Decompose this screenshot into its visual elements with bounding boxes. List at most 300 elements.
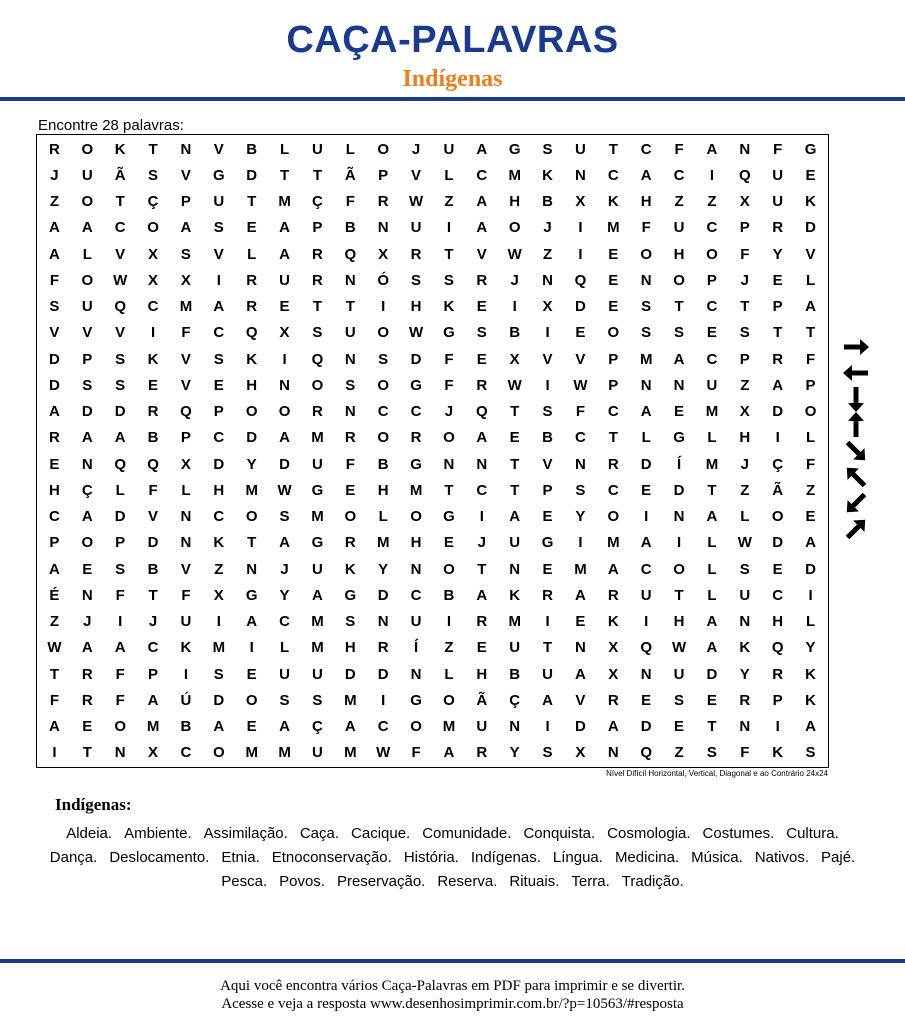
grid-letter: C [147,639,159,657]
word-list-title: Indígenas: [55,795,132,814]
grid-letter: D [213,691,225,709]
grid-letter: N [640,665,652,683]
grid-letter: S [575,481,586,499]
grid-letter: N [81,455,93,473]
grid-letter: K [509,586,521,604]
grid-letter: T [82,744,92,762]
grid-letter: T [674,586,684,604]
word-item: Música. [691,849,743,866]
grid-letter: Z [674,744,684,762]
grid-letter: A [279,429,290,447]
grid-letter: Z [444,639,454,657]
grid-letter: C [410,403,422,421]
grid-letter: S [49,298,60,316]
grid-letter: L [378,508,388,526]
grid-letter: P [180,193,191,211]
grid-letter: M [278,744,291,762]
grid-letter: C [279,613,290,631]
grid-letter: I [545,376,550,394]
grid-letter: M [212,639,226,657]
grid-letter: A [476,429,488,447]
grid-letter: L [247,245,257,263]
instruction-text: Encontre 28 palavras: [38,117,184,134]
grid-letter: A [213,718,225,736]
grid-letter: K [607,193,619,211]
grid-letter: C [706,219,718,237]
grid-letter: P [49,534,60,552]
word-item: Pajé. [821,849,856,866]
grid-letter: N [575,639,586,657]
grid-letter: R [344,534,356,552]
grid-letter: L [444,665,454,683]
grid-letter: M [278,193,291,211]
grid-letter: A [706,140,718,158]
grid-letter: X [213,586,224,604]
grid-letter: O [311,376,324,394]
grid-letter: K [805,193,816,211]
grid-letter: F [49,691,60,709]
grid-letter: T [608,140,618,158]
grid-letter: C [180,744,192,762]
grid-letter: I [381,691,386,709]
grid-letter: S [443,271,454,289]
grid-letter: D [805,560,816,578]
grid-letter: I [150,324,156,342]
top-divider [0,97,905,101]
grid-letter: K [805,665,816,683]
grid-letter: Z [805,481,816,499]
grid-letter: Y [279,586,290,604]
grid-letter: P [148,665,159,683]
word-item: História. [403,849,459,866]
grid-letter: K [772,744,784,762]
grid-letter: I [381,298,386,316]
grid-letter: L [279,639,290,657]
grid-letter: F [444,350,454,368]
grid-letter: D [49,376,60,394]
grid-letter: T [345,298,355,316]
grid-letter: Y [805,639,816,657]
grid-letter: O [508,219,521,237]
grid-letter: L [805,271,816,289]
grid-letter: A [476,193,488,211]
grid-letter: A [805,718,816,736]
grid-letter: G [410,376,422,394]
grid-letter: F [641,219,651,237]
grid-letter: Z [49,613,60,631]
grid-letter: M [311,429,324,447]
grid-letter: I [183,665,189,683]
grid-letter: F [115,691,125,709]
grid-letter: K [739,639,751,657]
grid-letter: U [542,665,553,683]
grid-letter: Q [180,403,192,421]
grid-letter: M [311,639,324,657]
grid-letter: E [246,718,257,736]
grid-letter: U [575,140,586,158]
grid-letter: R [476,271,488,289]
grid-letter: O [81,534,94,552]
grid-letter: K [246,350,258,368]
grid-letter: F [575,403,586,421]
grid-letter: I [775,429,780,447]
grid-letter: U [312,665,323,683]
grid-letter: N [476,455,488,473]
grid-letter: F [115,586,125,604]
grid-letter: E [805,508,816,526]
grid-letter: E [82,560,93,578]
grid-letter: F [740,744,750,762]
grid-letter: E [674,403,685,421]
grid-letter: D [246,429,258,447]
grid-letter: S [82,376,93,394]
grid-letter: R [81,691,93,709]
grid-letter: O [245,691,258,709]
grid-letter: H [673,245,685,263]
grid-letter: C [147,298,159,316]
grid-letter: Ã [114,166,126,184]
grid-letter: L [444,166,454,184]
grid-letter: I [282,350,287,368]
grid-letter: I [216,613,221,631]
grid-letter: A [640,403,652,421]
grid-letter: W [47,639,62,657]
grid-letter: E [805,166,816,184]
grid-letter: O [377,140,390,158]
grid-letter: N [81,586,93,604]
grid-letter: T [510,481,520,499]
word-item: Caça. [299,825,340,842]
grid-letter: K [542,166,553,184]
grid-letter: F [411,744,421,762]
grid-letter: R [607,455,619,473]
grid-letter: L [82,245,92,263]
word-item: Indígenas. [470,849,541,866]
grid-letter: M [639,350,653,368]
grid-letter: O [245,508,258,526]
grid-letter: D [772,534,784,552]
grid-letter: J [477,534,486,552]
grid-letter: T [773,324,783,342]
grid-letter: V [115,324,126,342]
grid-letter: T [510,403,520,421]
grid-letter: J [83,613,92,631]
grid-letter: Y [575,508,586,526]
grid-letter: C [476,166,488,184]
grid-letter: T [279,166,290,184]
grid-letter: S [641,324,652,342]
grid-letter: B [542,193,553,211]
grid-letter: O [114,718,127,736]
grid-letter: Q [738,166,751,184]
grid-letter: E [279,298,290,316]
grid-letter: M [179,298,193,316]
footer-line-2: Acesse e veja a resposta www.desenhosimprimir.com.br/?p=10563/#resposta [221,996,684,1012]
grid-letter: A [49,718,60,736]
grid-letter: M [508,613,521,631]
grid-letter: U [81,166,93,184]
bottom-divider [0,959,905,963]
grid-letter: E [213,376,224,394]
level-note: Nível Difícil Horizontal, Vertical, Diagonal e ao Contrário 24x24 [606,769,828,778]
grid-letter: Ç [312,193,323,211]
word-item: Nativos. [754,849,810,866]
grid-letter: H [673,613,685,631]
grid-letter: P [608,376,619,394]
grid-letter: S [180,245,191,263]
grid-letter: A [476,140,488,158]
grid-letter: J [543,219,552,237]
grid-letter: F [674,140,684,158]
grid-letter: M [705,455,719,473]
grid-letter: B [147,429,159,447]
grid-letter: V [115,245,126,263]
grid-letter: A [49,219,60,237]
grid-letter: P [739,219,750,237]
grid-letter: Ç [509,691,521,709]
grid-letter: O [344,508,357,526]
grid-letter: V [82,324,93,342]
grid-letter: Y [246,455,257,473]
grid-letter: Q [344,245,357,263]
grid-letter: C [673,166,685,184]
grid-letter: J [280,560,289,578]
grid-letter: E [575,324,586,342]
grid-letter: N [344,271,356,289]
grid-letter: S [476,324,487,342]
grid-letter: T [542,639,553,657]
grid-letter: T [740,298,750,316]
grid-letter: X [180,455,191,473]
grid-letter: P [378,166,389,184]
grid-letter: O [377,429,390,447]
grid-letter: C [706,350,718,368]
grid-letter: U [180,613,192,631]
grid-letter: Q [114,298,127,316]
grid-letter: C [640,560,652,578]
grid-letter: I [52,744,57,762]
grid-letter: M [344,744,357,762]
page-title: CAÇA-PALAVRAS [286,19,619,61]
grid-letter: X [739,193,750,211]
grid-letter: B [377,455,389,473]
grid-letter: Ã [344,166,356,184]
grid-letter: I [578,245,583,263]
grid-letter: V [180,560,191,578]
grid-letter: E [674,718,685,736]
grid-letter: D [575,298,586,316]
grid-letter: P [213,403,224,421]
grid-letter: N [344,403,356,421]
grid-letter: N [575,455,586,473]
grid-letter: F [773,140,783,158]
grid-letter: P [739,350,750,368]
grid-letter: N [410,560,422,578]
grid-letter: F [181,586,191,604]
grid-letter: S [115,376,126,394]
grid-letter: E [608,245,619,263]
grid-letter: B [542,429,553,447]
grid-letter: V [180,166,191,184]
word-item: Reserva. [437,873,498,890]
grid-letter: Ç [772,455,784,473]
grid-letter: A [114,639,126,657]
grid-letter: A [706,639,718,657]
grid-letter: V [180,376,191,394]
grid-letter: B [509,324,521,342]
grid-letter: G [344,586,357,604]
grid-letter: T [707,481,717,499]
grid-letter: W [113,271,128,289]
grid-letter: N [509,560,521,578]
grid-letter: V [411,166,422,184]
grid-letter: L [707,429,717,447]
grid-letter: D [49,350,60,368]
grid-letter: T [247,534,257,552]
grid-letter: Z [740,481,750,499]
grid-letter: H [410,534,422,552]
grid-letter: A [443,744,455,762]
grid-letter: V [542,455,553,473]
grid-letter: O [706,245,718,263]
grid-letter: B [147,560,159,578]
grid-letter: A [640,534,652,552]
grid-letter: S [213,219,224,237]
grid-letter: P [706,271,717,289]
grid-letter: G [443,508,455,526]
grid-letter: C [706,298,718,316]
grid-letter: U [443,140,455,158]
grid-letter: I [676,534,682,552]
grid-letter: M [311,613,324,631]
grid-letter: U [509,639,521,657]
grid-letter: R [476,376,488,394]
grid-letter: A [772,376,784,394]
word-item: Dança. [49,849,98,866]
grid-letter: L [805,429,816,447]
word-item: Rituais. [509,873,560,890]
grid-letter: H [640,193,652,211]
grid-letter: O [81,271,94,289]
grid-letter: E [641,481,652,499]
grid-letter: O [673,271,685,289]
grid-letter: Z [49,193,60,211]
grid-letter: J [50,166,59,184]
grid-letter: S [115,560,126,578]
grid-letter: M [146,718,160,736]
grid-letter: E [641,691,652,709]
grid-letter: S [148,166,159,184]
grid-letter: K [443,298,455,316]
grid-letter: O [410,718,422,736]
grid-letter: K [805,691,816,709]
grid-letter: A [673,350,685,368]
grid-letter: X [180,271,191,289]
grid-letter: R [607,691,619,709]
grid-letter: R [772,219,784,237]
grid-letter: R [542,586,553,604]
grid-letter: N [607,744,619,762]
grid-letter: X [739,403,750,421]
grid-letter: P [772,691,783,709]
grid-letter: A [476,219,488,237]
grid-letter: E [476,298,487,316]
grid-letter: S [641,298,652,316]
grid-letter: E [706,691,717,709]
grid-letter: I [775,718,780,736]
grid-letter: E [82,718,93,736]
grid-letter: J [411,140,421,158]
word-item: Terra. [571,873,610,890]
grid-letter: G [311,481,324,499]
grid-letter: O [278,403,291,421]
grid-letter: E [509,429,520,447]
grid-letter: S [739,324,750,342]
grid-letter: N [673,508,685,526]
grid-letter: O [212,744,225,762]
grid-letter: O [377,324,390,342]
grid-letter: M [508,166,521,184]
grid-letter: A [279,245,290,263]
grid-letter: F [345,193,355,211]
grid-letter: U [344,324,356,342]
grid-letter: A [476,586,488,604]
grid-letter: N [410,665,422,683]
grid-letter: E [772,271,783,289]
grid-letter: W [277,481,292,499]
grid-letter: U [213,193,225,211]
grid-letter: C [377,403,389,421]
arrow-up-right-icon [838,516,874,542]
grid-letter: W [408,324,424,342]
grid-letter: R [312,403,323,421]
grid-letter: I [118,613,123,631]
grid-letter: F [49,271,60,289]
grid-letter: P [542,481,553,499]
grid-letter: N [377,613,389,631]
grid-letter: Ã [476,691,488,709]
word-item: Deslocamento. [109,849,210,866]
grid-letter: R [377,639,389,657]
grid-letter: N [344,350,356,368]
grid-letter: T [444,245,454,263]
arrow-down-icon [838,386,874,412]
grid-letter: L [279,140,290,158]
grid-letter: V [213,245,224,263]
grid-letter: U [410,613,422,631]
grid-letter: V [180,350,191,368]
grid-letter: S [739,560,750,578]
grid-letter: Q [574,271,587,289]
grid-letter: H [476,665,488,683]
grid-letter: Z [674,193,684,211]
grid-letter: A [607,718,619,736]
word-item: Aldeia. [66,825,113,842]
word-item: Pesca. [221,873,268,890]
grid-letter: Y [378,560,389,578]
grid-letter: U [279,665,290,683]
grid-letter: D [575,718,586,736]
grid-letter: C [377,718,389,736]
grid-letter: E [575,613,586,631]
grid-letter: K [114,140,126,158]
word-item: Cosmologia. [607,825,691,842]
footer-line-1: Aqui você encontra vários Caça-Palavras em PDF para imprimir e se divertir. [220,978,685,994]
word-item: Costumes. [702,825,775,842]
grid-letter: J [740,455,749,473]
grid-letter: V [213,140,224,158]
grid-letter: N [640,376,652,394]
